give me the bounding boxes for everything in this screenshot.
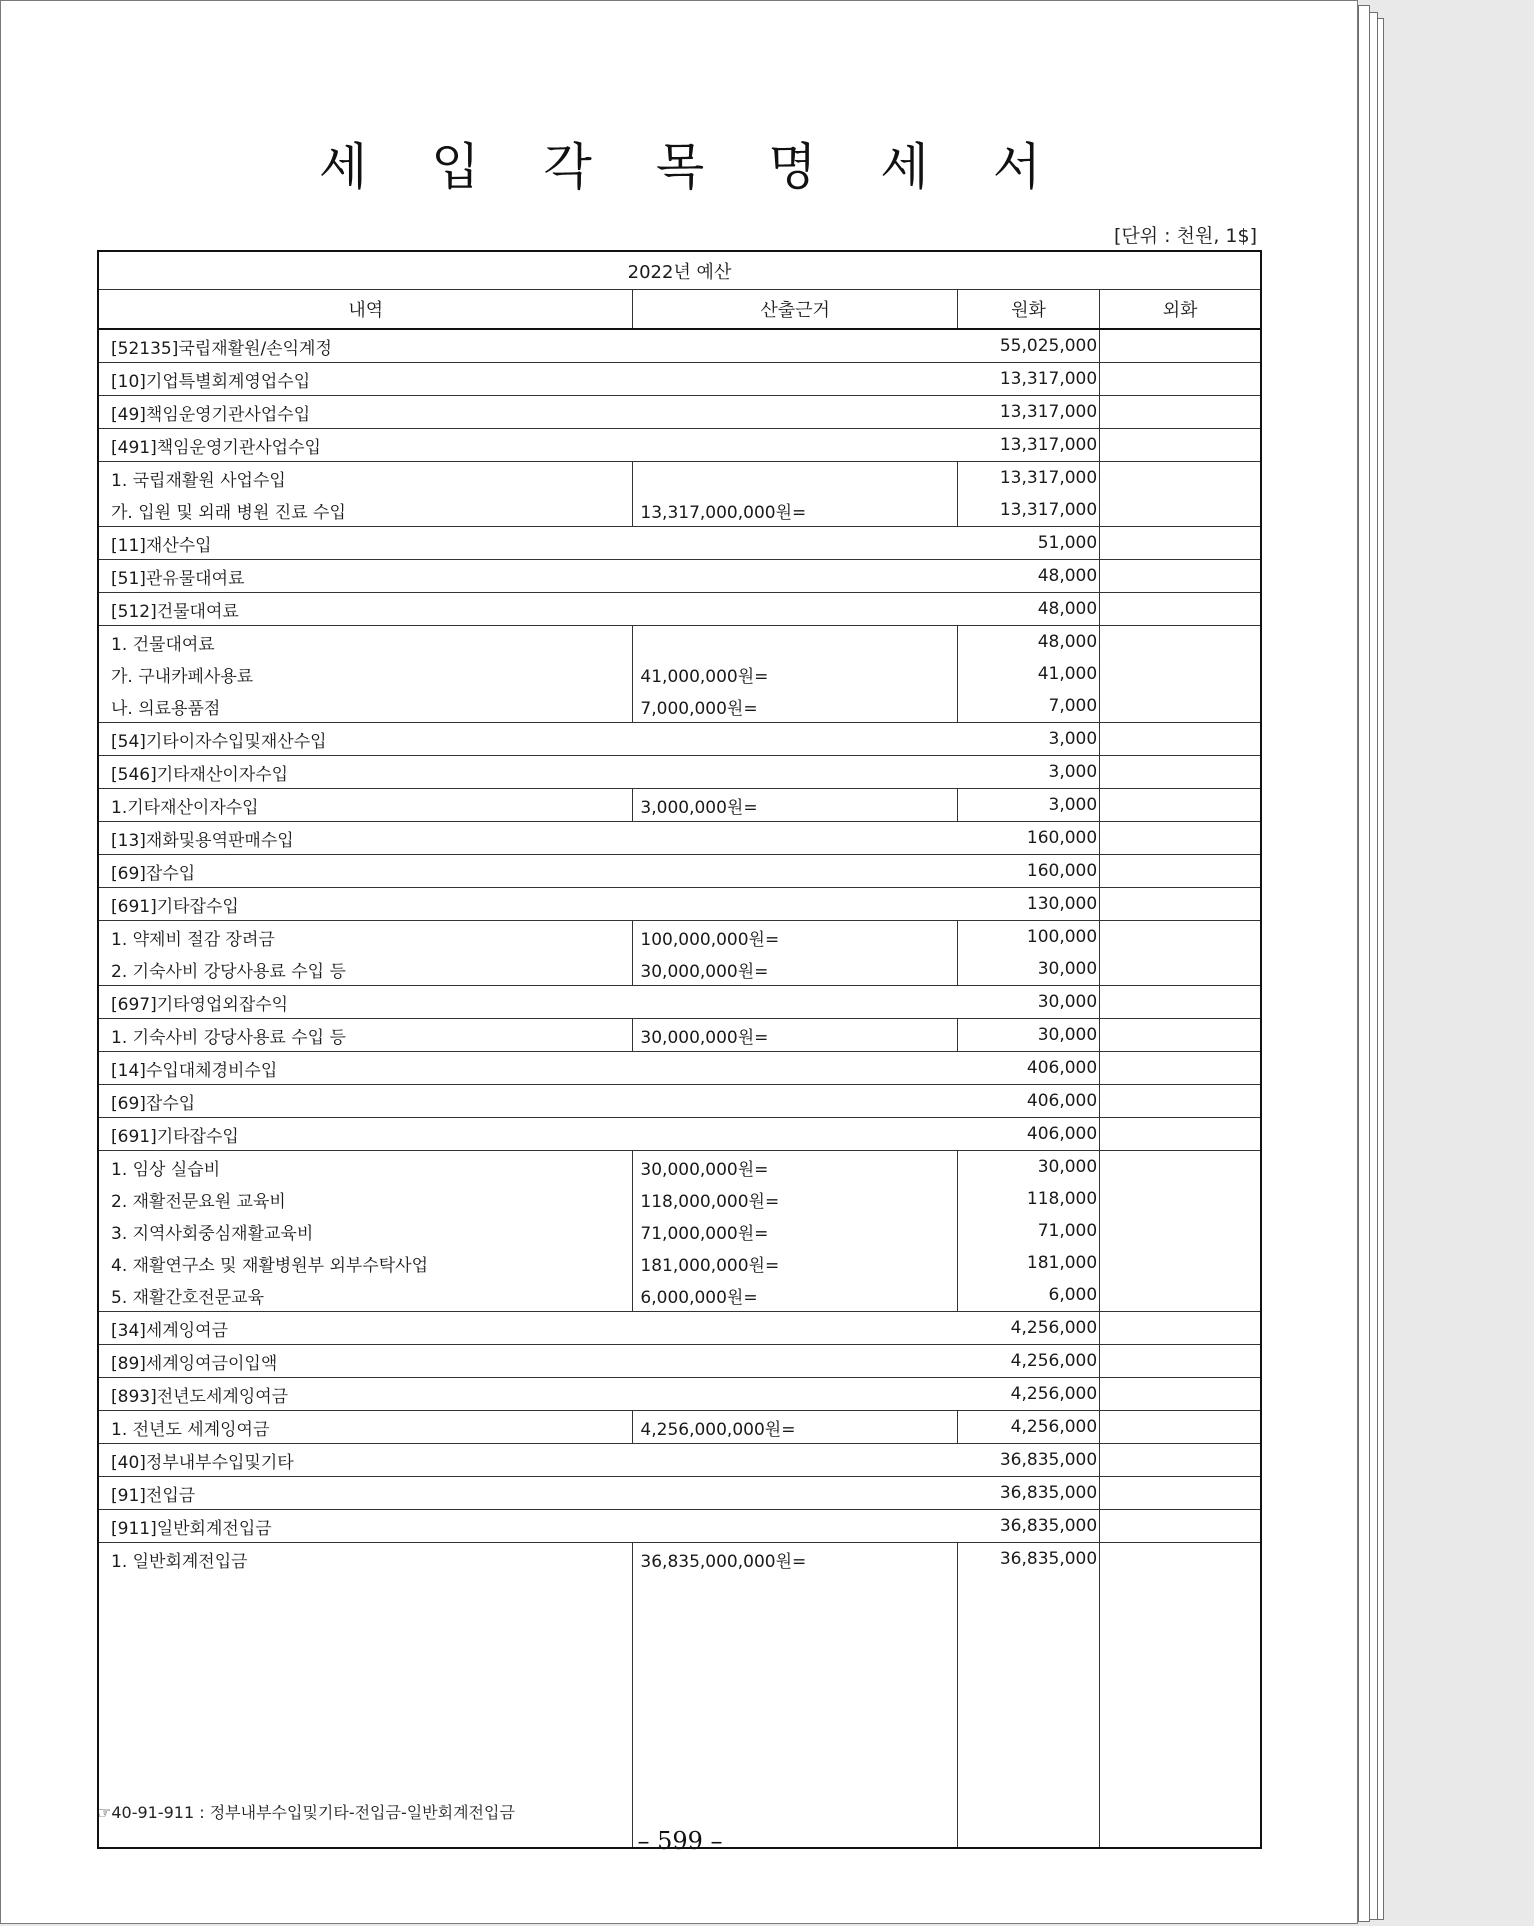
row-krw-amount: 30,000 xyxy=(957,986,1099,1019)
row-krw-amount: 48,000 xyxy=(957,626,1099,659)
row-krw-amount: 13,317,000 xyxy=(957,462,1099,495)
table-row xyxy=(98,1019,1261,1052)
row-krw-amount: 36,835,000 xyxy=(957,1510,1099,1543)
row-description: 2. 기숙사비 강당사용료 수입 등 xyxy=(98,953,633,986)
row-fx-amount xyxy=(1100,329,1261,363)
row-fx-amount xyxy=(1100,1543,1261,1576)
row-basis: 100,000,000원= xyxy=(633,921,958,954)
row-krw-amount: 13,317,000 xyxy=(957,429,1099,462)
table-row xyxy=(98,1543,1261,1576)
table-row xyxy=(98,658,1261,690)
revenue-table xyxy=(97,250,1262,1849)
row-fx-amount xyxy=(1100,1312,1261,1345)
row-fx-amount xyxy=(1100,986,1261,1019)
row-description: 3. 지역사회중심재활교육비 xyxy=(98,1215,633,1247)
row-krw-amount: 4,256,000 xyxy=(957,1312,1099,1345)
row-fx-amount xyxy=(1100,1279,1261,1312)
row-description: 2. 재활전문요원 교육비 xyxy=(98,1183,633,1215)
row-description: 4. 재활연구소 및 재활병원부 외부수탁사업 xyxy=(98,1247,633,1279)
row-basis: 30,000,000원= xyxy=(633,1151,958,1184)
row-krw-amount: 4,256,000 xyxy=(957,1345,1099,1378)
table-row xyxy=(98,690,1261,723)
row-krw-amount: 51,000 xyxy=(957,527,1099,560)
row-krw-amount: 130,000 xyxy=(957,888,1099,921)
row-krw-amount: 13,317,000 xyxy=(957,396,1099,429)
row-krw-amount: 406,000 xyxy=(957,1085,1099,1118)
table-row xyxy=(98,1247,1261,1279)
table-row xyxy=(98,1052,1261,1085)
row-description: 1. 약제비 절감 장려금 xyxy=(98,921,633,954)
table-row xyxy=(98,1378,1261,1411)
table-row xyxy=(98,329,1261,363)
table-row xyxy=(98,1312,1261,1345)
page-stack-edge-1 xyxy=(1358,5,1370,1922)
row-description: 1. 전년도 세계잉여금 xyxy=(98,1411,633,1444)
row-krw-amount: 118,000 xyxy=(957,1183,1099,1215)
row-description: [91]전입금 xyxy=(98,1477,957,1510)
column-header-row xyxy=(98,290,1261,330)
row-fx-amount xyxy=(1100,855,1261,888)
row-description: [691]기타잡수입 xyxy=(98,1118,957,1151)
table-row xyxy=(98,1085,1261,1118)
row-fx-amount xyxy=(1100,1247,1261,1279)
empty-cell xyxy=(957,1575,1099,1848)
row-fx-amount xyxy=(1100,1151,1261,1184)
row-krw-amount: 48,000 xyxy=(957,593,1099,626)
row-description: 1. 국립재활원 사업수입 xyxy=(98,462,633,495)
row-description: [69]잡수입 xyxy=(98,855,957,888)
row-fx-amount xyxy=(1100,658,1261,690)
row-basis: 6,000,000원= xyxy=(633,1279,958,1312)
row-basis: 13,317,000,000원= xyxy=(633,494,958,527)
row-fx-amount xyxy=(1100,723,1261,756)
row-krw-amount: 3,000 xyxy=(957,723,1099,756)
row-description: [697]기타영업외잡수익 xyxy=(98,986,957,1019)
row-krw-amount: 406,000 xyxy=(957,1118,1099,1151)
row-krw-amount: 4,256,000 xyxy=(957,1378,1099,1411)
table-row xyxy=(98,593,1261,626)
row-description: 1. 임상 실습비 xyxy=(98,1151,633,1184)
row-fx-amount xyxy=(1100,1118,1261,1151)
row-basis: 30,000,000원= xyxy=(633,953,958,986)
row-fx-amount xyxy=(1100,527,1261,560)
table-row xyxy=(98,953,1261,986)
row-fx-amount xyxy=(1100,953,1261,986)
row-fx-amount xyxy=(1100,1215,1261,1247)
row-basis xyxy=(633,626,958,659)
row-description: [89]세계잉여금이입액 xyxy=(98,1345,957,1378)
row-description: [546]기타재산이자수입 xyxy=(98,756,957,789)
row-basis: 7,000,000원= xyxy=(633,690,958,723)
column-header-basis: 산출근거 xyxy=(633,290,958,330)
row-description: [52135]국립재활원/손익계정 xyxy=(98,329,957,363)
row-fx-amount xyxy=(1100,1085,1261,1118)
row-description: [34]세계잉여금 xyxy=(98,1312,957,1345)
budget-year-header-row xyxy=(98,251,1261,290)
row-krw-amount: 406,000 xyxy=(957,1052,1099,1085)
row-description: [11]재산수입 xyxy=(98,527,957,560)
table-row xyxy=(98,1510,1261,1543)
table-row xyxy=(98,756,1261,789)
table-row xyxy=(98,855,1261,888)
row-krw-amount: 3,000 xyxy=(957,789,1099,822)
row-basis: 71,000,000원= xyxy=(633,1215,958,1247)
row-basis: 30,000,000원= xyxy=(633,1019,958,1052)
row-krw-amount: 30,000 xyxy=(957,1151,1099,1184)
row-krw-amount: 30,000 xyxy=(957,953,1099,986)
row-fx-amount xyxy=(1100,396,1261,429)
footnote: ☞40-91-911 : 정부내부수입및기타-전입금-일반회계전입금 xyxy=(97,1803,515,1822)
row-description: [40]정부내부수입및기타 xyxy=(98,1444,957,1477)
table-row xyxy=(98,1444,1261,1477)
row-description: [10]기업특별회계영업수입 xyxy=(98,363,957,396)
row-description: 1.기타재산이자수입 xyxy=(98,789,633,822)
row-fx-amount xyxy=(1100,1183,1261,1215)
row-fx-amount xyxy=(1100,1345,1261,1378)
row-krw-amount: 36,835,000 xyxy=(957,1444,1099,1477)
column-header-description: 내역 xyxy=(98,290,633,330)
row-krw-amount: 6,000 xyxy=(957,1279,1099,1312)
row-description: [13]재화및용역판매수입 xyxy=(98,822,957,855)
table-row xyxy=(98,1215,1261,1247)
table-row xyxy=(98,494,1261,527)
row-fx-amount xyxy=(1100,1444,1261,1477)
row-description: [51]관유물대여료 xyxy=(98,560,957,593)
row-fx-amount xyxy=(1100,921,1261,954)
table-row xyxy=(98,789,1261,822)
table-row xyxy=(98,1411,1261,1444)
column-header-fx: 외화 xyxy=(1100,290,1261,330)
row-krw-amount: 13,317,000 xyxy=(957,363,1099,396)
row-krw-amount: 55,025,000 xyxy=(957,329,1099,363)
row-basis: 36,835,000,000원= xyxy=(633,1543,958,1576)
row-fx-amount xyxy=(1100,560,1261,593)
row-fx-amount xyxy=(1100,462,1261,495)
row-fx-amount xyxy=(1100,789,1261,822)
row-fx-amount xyxy=(1100,756,1261,789)
row-description: [14]수입대체경비수입 xyxy=(98,1052,957,1085)
table-row xyxy=(98,429,1261,462)
row-description: [911]일반회계전입금 xyxy=(98,1510,957,1543)
row-fx-amount xyxy=(1100,690,1261,723)
empty-cell xyxy=(633,1575,958,1848)
table-row xyxy=(98,921,1261,954)
row-krw-amount: 36,835,000 xyxy=(957,1477,1099,1510)
row-fx-amount xyxy=(1100,1411,1261,1444)
row-description: 나. 의료용품점 xyxy=(98,690,633,723)
table-row xyxy=(98,1151,1261,1184)
table-row xyxy=(98,723,1261,756)
row-basis xyxy=(633,462,958,495)
row-description: 1. 건물대여료 xyxy=(98,626,633,659)
row-fx-amount xyxy=(1100,494,1261,527)
row-fx-amount xyxy=(1100,1052,1261,1085)
row-krw-amount: 41,000 xyxy=(957,658,1099,690)
row-basis: 118,000,000원= xyxy=(633,1183,958,1215)
page-number: – 599 – xyxy=(637,1827,723,1855)
row-fx-amount xyxy=(1100,593,1261,626)
row-description: 1. 일반회계전입금 xyxy=(98,1543,633,1576)
row-description: [512]건물대여료 xyxy=(98,593,957,626)
row-basis: 3,000,000원= xyxy=(633,789,958,822)
row-krw-amount: 100,000 xyxy=(957,921,1099,954)
row-krw-amount: 7,000 xyxy=(957,690,1099,723)
row-basis: 181,000,000원= xyxy=(633,1247,958,1279)
row-basis: 41,000,000원= xyxy=(633,658,958,690)
table-row xyxy=(98,1183,1261,1215)
table-row xyxy=(98,1118,1261,1151)
row-fx-amount xyxy=(1100,429,1261,462)
row-description: [491]책임운영기관사업수입 xyxy=(98,429,957,462)
column-header-krw: 원화 xyxy=(957,290,1099,330)
row-fx-amount xyxy=(1100,1477,1261,1510)
row-fx-amount xyxy=(1100,363,1261,396)
row-fx-amount xyxy=(1100,1019,1261,1052)
table-row xyxy=(98,822,1261,855)
budget-year-header: 2022년 예산 xyxy=(98,251,1261,290)
row-fx-amount xyxy=(1100,1510,1261,1543)
row-krw-amount: 4,256,000 xyxy=(957,1411,1099,1444)
table-row xyxy=(98,1345,1261,1378)
row-krw-amount: 160,000 xyxy=(957,822,1099,855)
table-row xyxy=(98,888,1261,921)
row-description: 가. 구내카페사용료 xyxy=(98,658,633,690)
row-description: [49]책임운영기관사업수입 xyxy=(98,396,957,429)
row-fx-amount xyxy=(1100,626,1261,659)
table-row xyxy=(98,363,1261,396)
row-krw-amount: 13,317,000 xyxy=(957,494,1099,527)
row-description: [54]기타이자수입및재산수입 xyxy=(98,723,957,756)
table-row xyxy=(98,560,1261,593)
row-description: [691]기타잡수입 xyxy=(98,888,957,921)
row-krw-amount: 181,000 xyxy=(957,1247,1099,1279)
table-row xyxy=(98,462,1261,495)
table-row xyxy=(98,1279,1261,1312)
page-title: 세입각목명세서 xyxy=(318,138,1106,196)
table-row xyxy=(98,986,1261,1019)
row-description: 가. 입원 및 외래 병원 진료 수입 xyxy=(98,494,633,527)
row-fx-amount xyxy=(1100,822,1261,855)
table-row xyxy=(98,396,1261,429)
row-krw-amount: 71,000 xyxy=(957,1215,1099,1247)
row-description: 5. 재활간호전문교육 xyxy=(98,1279,633,1312)
row-krw-amount: 48,000 xyxy=(957,560,1099,593)
row-fx-amount xyxy=(1100,1378,1261,1411)
row-krw-amount: 36,835,000 xyxy=(957,1543,1099,1576)
row-krw-amount: 3,000 xyxy=(957,756,1099,789)
row-description: [893]전년도세계잉여금 xyxy=(98,1378,957,1411)
table-body xyxy=(98,329,1261,1848)
row-description: [69]잡수입 xyxy=(98,1085,957,1118)
unit-label: [단위 : 천원, 1$] xyxy=(1114,225,1257,247)
table-row xyxy=(98,527,1261,560)
empty-cell xyxy=(1100,1575,1261,1848)
table-row xyxy=(98,626,1261,659)
row-basis: 4,256,000,000원= xyxy=(633,1411,958,1444)
row-krw-amount: 160,000 xyxy=(957,855,1099,888)
table-row xyxy=(98,1477,1261,1510)
row-krw-amount: 30,000 xyxy=(957,1019,1099,1052)
row-fx-amount xyxy=(1100,888,1261,921)
row-description: 1. 기숙사비 강당사용료 수입 등 xyxy=(98,1019,633,1052)
